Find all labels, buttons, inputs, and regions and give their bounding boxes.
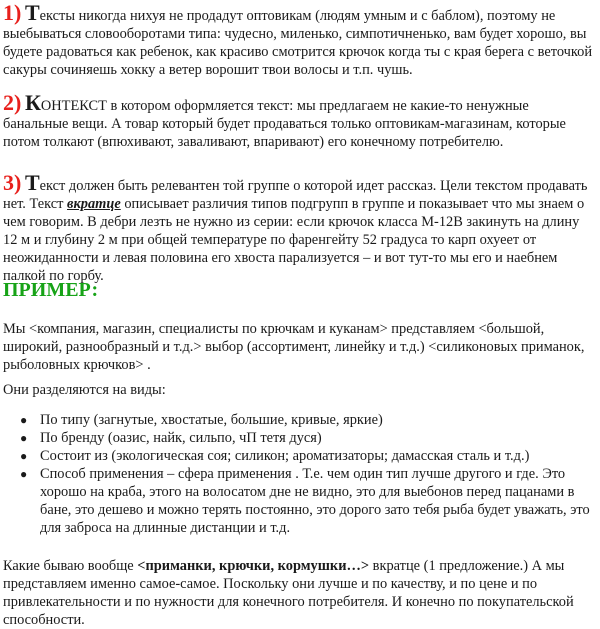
closing-bold: <приманки, крючки, кормушки…> xyxy=(137,558,370,574)
kinds-list xyxy=(0,411,600,537)
section-3 xyxy=(3,170,595,285)
list-item-text: По типу (загнутые, хвостатые, большие, кривые, яркие) xyxy=(40,412,383,428)
section-1-text: ексты никогда нихуя не продадут оптовикам (людям умным и с баблом), поэтому не выебываться словооборотами типа: чудесно, миленько, симпотичненько, вам будет хорошо, вы будете радоваться как ребенок, как красиво смотрится крючок когда ты с края берега с веточкой сакуры сочиняешь хокку а ветер ворошит твои волосы и т.п. чушь. xyxy=(3,8,593,78)
section-1-number: 1) xyxy=(3,0,22,25)
bullet-icon: ● xyxy=(20,467,28,481)
kinds-intro: Они разделяются на виды: xyxy=(3,382,166,398)
closing-paragraph xyxy=(3,557,595,629)
list-item xyxy=(20,411,600,429)
list-item xyxy=(20,429,600,447)
section-3-text-before: екст должен быть релевантен той группе о которой идет рассказ. Цели текстом продавать нет. Текст xyxy=(3,178,588,212)
section-2-initial: К xyxy=(24,90,41,115)
list-item-text: По бренду (оазис, найк, сильпо, чП тетя дуся) xyxy=(40,430,322,446)
bullet-icon: ● xyxy=(20,431,28,445)
section-2-number: 2) xyxy=(3,90,22,115)
section-3-text-after: описывает различия типов подгрупп в группе и показывает что мы знаем о чем говорим. В дебри лезть не нужно из серии: если крючок класса М-12В закинуть на длину 12 м и глубину 2 м при общей температуре по фаренгейту 52 градуса то карп охуеет от неожиданности и левая половина его хвоста парализуется – и вот тут-то мы его и наебнем палкой по горбу. xyxy=(3,196,585,284)
closing-after: вкратце (1 предложение.) А мы представляем именно самое-самое. Поскольку они лучше и по качеству, и по цене и по привлекательности и по нужности для конечного потребителя. И конечно по покупательской способности. xyxy=(3,558,574,628)
section-3-emphasis: вкратце xyxy=(67,196,121,212)
example-intro: Мы <компания, магазин, специалисты по крючкам и куканам> представляем <большой, широкий, разнообразный и т.д.> выбор (ассортимент, линейку и т.д.) <силиконовых приманок, рыболовных крючков> . xyxy=(3,321,585,373)
section-1 xyxy=(3,0,595,79)
example-heading: ПРИМЕР: xyxy=(3,279,99,301)
list-item-text: Состоит из (экологическая соя; силикон; ароматизаторы; дамасская сталь и т.д.) xyxy=(40,448,530,464)
section-1-initial: Т xyxy=(24,0,40,25)
section-2 xyxy=(3,90,595,151)
section-3-number: 3) xyxy=(3,170,22,195)
list-item xyxy=(20,447,600,465)
list-item xyxy=(20,465,600,537)
section-2-text: ОНТЕКСТ в котором оформляется текст: мы предлагаем не какие-то ненужные банальные вещи. А товар который будет продаваться только оптовикам-магазинам, которые потом толкают (впюхивают, заваливают, впаривают) его конечному потребителю. xyxy=(3,98,566,150)
bullet-icon: ● xyxy=(20,449,28,463)
closing-before: Какие бываю вообще xyxy=(3,558,138,574)
section-3-initial: Т xyxy=(24,170,40,195)
list-item-text: Способ применения – сфера применения . Т.е. чем один тип лучше другого и где. Это хорошо на краба, этого на волосатом дне не видно, это для выебонов перед пацанами в бане, это дешево и можно терять постоянно, это дорого зато тебя рыба будет уважать, это для заброса на длинные дистанции и т.д. xyxy=(40,466,590,536)
bullet-icon: ● xyxy=(20,413,28,427)
